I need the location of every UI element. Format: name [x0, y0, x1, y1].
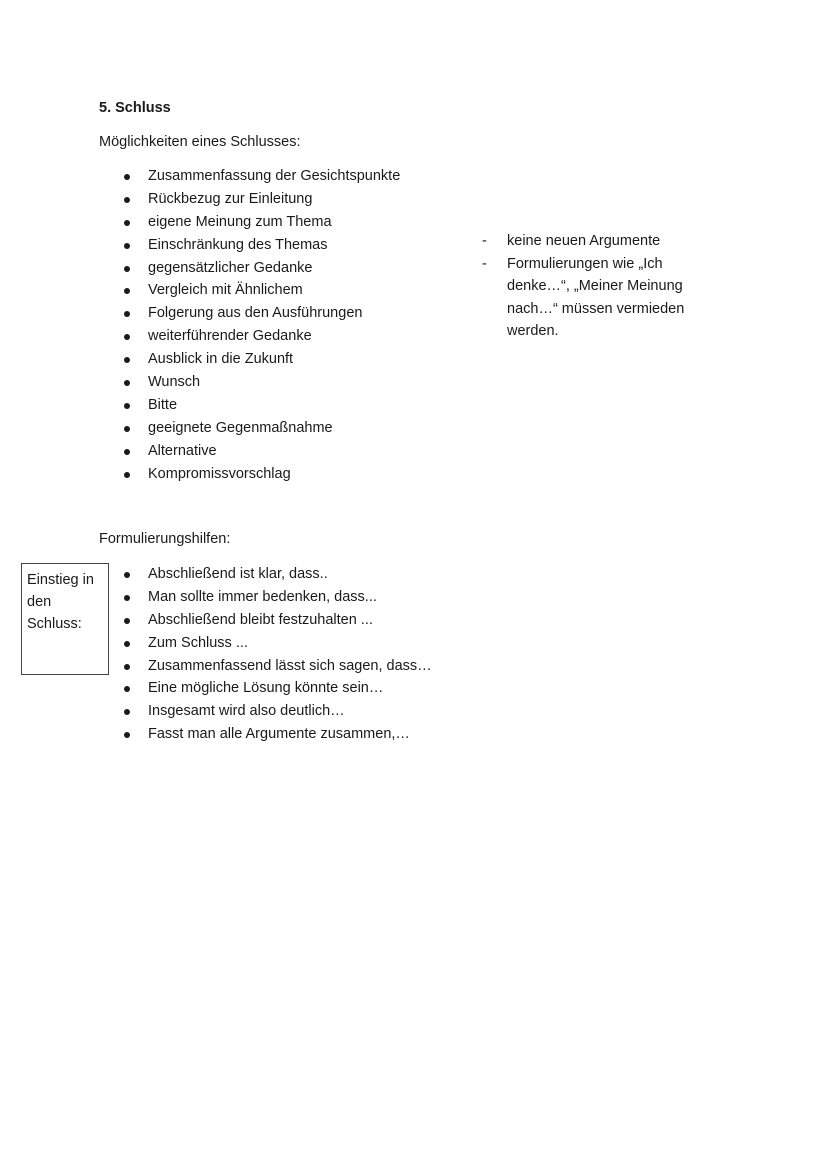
list-item: Man sollte immer bedenken, dass...: [120, 586, 432, 609]
note-item: - Formulierungen wie „Ich denke…“, „Meiner Meinung nach…“ müssen vermieden werden.: [480, 253, 710, 343]
box-label: Einstieg in den Schluss:: [27, 572, 94, 632]
list-item: Abschließend ist klar, dass..: [120, 563, 432, 586]
list-item: gegensätzlicher Gedanke: [120, 257, 400, 280]
list-item: Eine mögliche Lösung könnte sein…: [120, 677, 432, 700]
note-item: - keine neuen Argumente: [480, 230, 710, 253]
possibilities-list: [120, 165, 400, 485]
list-item: eigene Meinung zum Thema: [120, 211, 400, 234]
list-item: Folgerung aus den Ausführungen: [120, 302, 400, 325]
list-item: Fasst man alle Argumente zusammen,…: [120, 723, 432, 746]
phrases-list: [120, 563, 432, 746]
list-item: weiterführender Gedanke: [120, 325, 400, 348]
list-item: Wunsch: [120, 371, 400, 394]
list-item: Zusammenfassung der Gesichtspunkte: [120, 165, 400, 188]
list-item: geeignete Gegenmaßnahme: [120, 417, 400, 440]
notes-list: [480, 230, 710, 343]
list-item: Kompromissvorschlag: [120, 463, 400, 486]
list-item: Einschränkung des Themas: [120, 234, 400, 257]
list-item: Abschließend bleibt festzuhalten ...: [120, 609, 432, 632]
list-item: Vergleich mit Ähnlichem: [120, 279, 400, 302]
list-item: Alternative: [120, 440, 400, 463]
list-item: Zusammenfassend lässt sich sagen, dass…: [120, 655, 432, 678]
phrases-heading: Formulierungshilfen:: [99, 531, 231, 547]
list-item: Insgesamt wird also deutlich…: [120, 700, 432, 723]
possibilities-intro: Möglichkeiten eines Schlusses:: [99, 134, 301, 150]
intro-label-box: [21, 563, 109, 675]
section-heading: 5. Schluss: [99, 100, 171, 116]
list-item: Bitte: [120, 394, 400, 417]
list-item: Zum Schluss ...: [120, 632, 432, 655]
list-item: Rückbezug zur Einleitung: [120, 188, 400, 211]
list-item: Ausblick in die Zukunft: [120, 348, 400, 371]
